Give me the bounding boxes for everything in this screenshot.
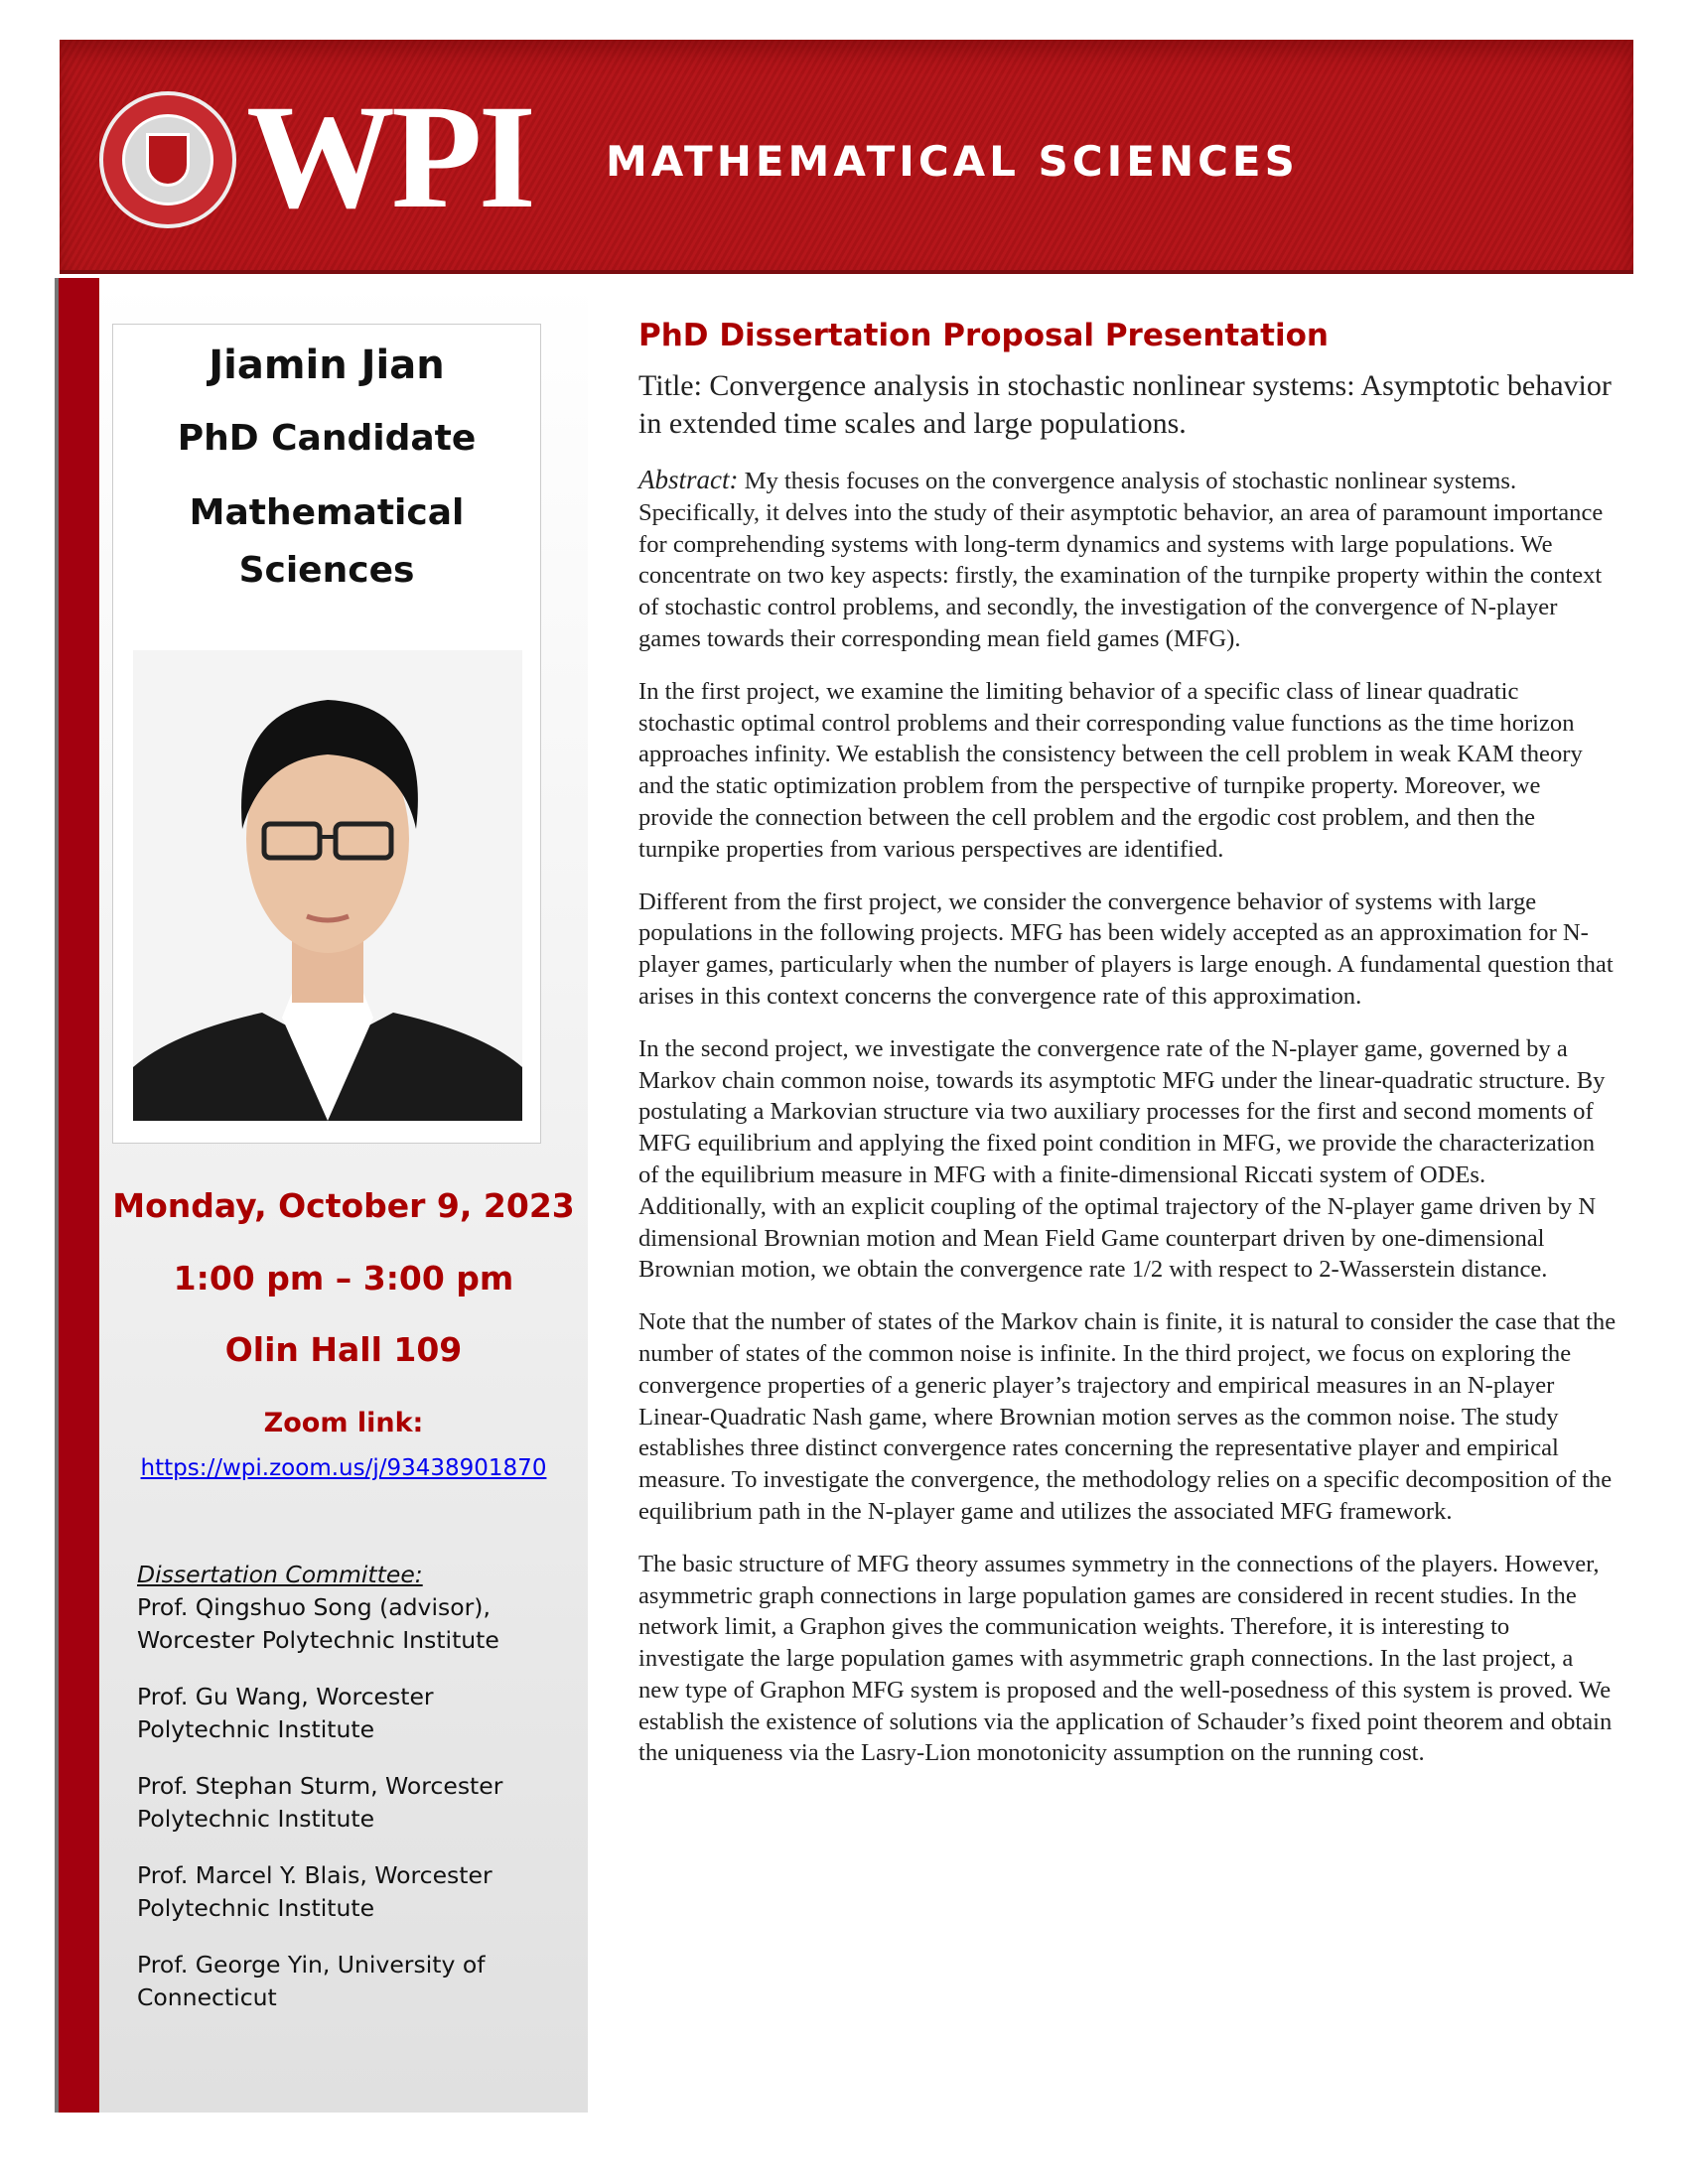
zoom-label: Zoom link: xyxy=(263,1408,424,1438)
committee-list xyxy=(137,1559,514,2038)
event-time: 1:00 pm – 3:00 pm xyxy=(173,1259,514,1297)
body-paragraph: In the first project, we examine the limiting behavior of a specific class of linear quadratic stochastic optimal control problems and their corresponding value functions as the time horizon approaches infinity. We establish the consistency between the cell problem in weak KAM theory and the static optimization problem from the perspective of turnpike property. Moreover, we provide the connection between the cell problem and the ergodic cost problem, and then the turnpike properties from various perspectives are identified. xyxy=(638,677,1583,863)
event-location: Olin Hall 109 xyxy=(224,1330,463,1369)
sidebar xyxy=(99,278,588,2113)
wpi-logo: WPI xyxy=(246,74,532,239)
event-date: Monday, October 9, 2023 xyxy=(112,1186,575,1225)
main-content xyxy=(638,318,1617,1790)
sidebar-accent-bar xyxy=(55,278,99,2113)
presenter-department: Mathematical Sciences xyxy=(189,492,465,591)
presenter-role: PhD Candidate xyxy=(177,418,477,459)
presentation-heading: PhD Dissertation Proposal Presentation xyxy=(638,318,1329,353)
committee-member: Prof. George Yin, University of Connecticut xyxy=(137,1951,486,2011)
committee-member: Prof. Stephan Sturm, Worcester Polytechnic Institute xyxy=(137,1772,503,1833)
body-paragraph: In the second project, we investigate the convergence rate of the N-player game, governed by a Markov chain common noise, towards its asymptotic MFG under the linear-quadratic structure. By postulating a Markovian structure via two auxiliary processes for the first and second moments of MFG equilibrium and applying the fixed point condition in MFG, we provide the characterization of the equilibrium measure in MFG with a finite-dimensional Riccati system of ODEs. Additionally, with an explicit coupling of the optimal trajectory of the N-player game driven by N dimensional Brownian motion and Mean Field Game counterpart driven by one-dimensional Brownian motion, we obtain the convergence rate 1/2 with respect to 2-Wasserstein distance. xyxy=(638,1034,1606,1284)
committee-heading: Dissertation Committee: xyxy=(137,1561,423,1588)
abstract-text: My thesis focuses on the convergence analysis of stochastic nonlinear systems. Specifically, it delves into the study of their asymptotic behavior, an area of paramount importance for comprehending systems with long-term dynamics and systems with large populations. We concentrate on two key aspects: firstly, the examination of the turnpike property within the context of stochastic control problems, and secondly, the investigation of the convergence of N-player games towards their corresponding mean field games (MFG). xyxy=(638,468,1604,652)
presenter-name: Jiamin Jian xyxy=(209,342,445,388)
presenter-photo xyxy=(133,650,522,1121)
committee-member: Prof. Marcel Y. Blais, Worcester Polytechnic Institute xyxy=(137,1861,492,1922)
committee-member: Prof. Gu Wang, Worcester Polytechnic Institute xyxy=(137,1683,434,1743)
committee-member: Prof. Qingshuo Song (advisor), Worcester Polytechnic Institute xyxy=(137,1593,499,1654)
body-paragraph: The basic structure of MFG theory assumes symmetry in the connections of the players. However, asymmetric graph connections in large population games are considered in recent studies. In the network limit, a Graphon gives the communication weights. Therefore, it is interesting to investigate the large population games with asymmetric graph connections. In the last project, a new type of Graphon MFG system is proposed and the well-posedness of this system is proved. We establish the existence of solutions via the application of Schauder’s fixed point theorem and obtain the uniqueness via the Lasry-Lion monotonicity assumption on the running cost. xyxy=(638,1550,1613,1767)
presenter-card xyxy=(112,324,541,1144)
abstract-paragraph xyxy=(638,465,1617,655)
wpi-seal-logo xyxy=(99,91,236,228)
zoom-link[interactable]: https://wpi.zoom.us/j/93438901870 xyxy=(140,1455,547,1481)
dissertation-title: Title: Convergence analysis in stochastic nonlinear systems: Asymptotic behavior in extended time scales and large populations. xyxy=(638,369,1612,440)
department-title: MATHEMATICAL SCIENCES xyxy=(606,137,1299,186)
header-banner xyxy=(60,40,1633,274)
abstract-label: Abstract: xyxy=(638,465,739,494)
body-paragraph: Different from the first project, we consider the convergence behavior of systems with large populations in the following projects. MFG has been widely accepted as an approximation for N-player games, particularly when the number of players is large enough. A fundamental question that arises in this context concerns the convergence rate of this approximation. xyxy=(638,887,1614,1010)
body-paragraph: Note that the number of states of the Markov chain is finite, it is natural to consider the case that the number of states of the common noise is infinite. In the third project, we focus on exploring the convergence properties of a generic player’s trajectory and empirical measures in an N-player Linear-Quadratic Nash game, where Brownian motion serves as the common noise. The study establishes three distinct convergence rates concerning the representative player and empirical measure. To investigate the convergence, the methodology relies on a specific decomposition of the equilibrium path in the N-player game and utilizes the associated MFG framework. xyxy=(638,1308,1617,1525)
